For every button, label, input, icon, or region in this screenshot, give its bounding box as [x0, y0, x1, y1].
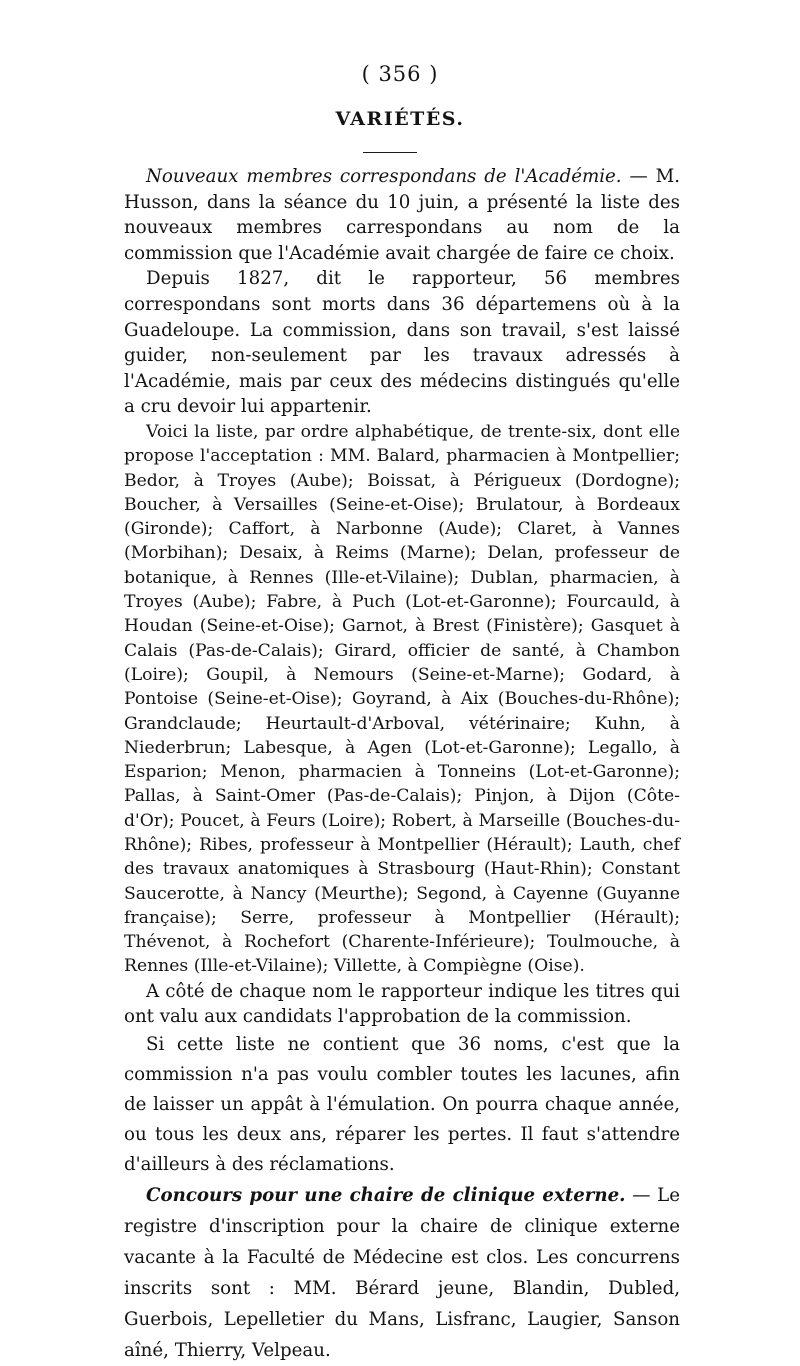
article1-intro-paragraph — [124, 164, 680, 266]
article1-paragraph-5: Si cette liste ne contient que 36 noms, c'est que la commission n'a pas voulu combler toutes les lacunes, afin de laisser un appât à l'émulation. On pourra chaque année, ou tous les deux ans, réparer les pertes. Il faut s'attendre d'ailleurs à des réclamations. — [124, 1033, 680, 1175]
article1-intro-text: — M. Husson, dans la séance du 10 juin, a présenté la liste des nouveaux membres carrespondans au nom de la commission que l'Académie avait chargée de faire ce choix. — [124, 166, 680, 264]
article1-heading: Nouveaux membres correspondans de l'Académie. — [146, 166, 622, 187]
article1-member-list: Voici la liste, par ordre alphabétique, de trente-six, dont elle propose l'acceptation : MM. Balard, pharmacien à Montpellier; Bedor, à Troyes (Aube); Boissat, à Périgueux (Dordogne); Boucher, à Versailles (Seine-et-Oise); Brulatour, à Bordeaux (Gironde); Caffort, à Narbonne (Aude); Claret, à Vannes (Morbihan); Desaix, à Reims (Marne); Delan, professeur de botanique, à Rennes (Ille-et-Vilaine); Dublan, pharmacien, à Troyes (Aube); Fabre, à Puch (Lot-et-Garonne); Fourcauld, à Houdan (Seine-et-Oise); Garnot, à Brest (Finistère); Gasquet à Calais (Pas-de-Calais); Girard, officier de santé, à Chambon (Loire); Goupil, à Nemours (Seine-et-Marne); Godard, à Pontoise (Seine-et-Oise); Goyrand, à Aix (Bouches-du-Rhône); Grandclaude; Heurtault-d'Arboval, vétérinaire; Kuhn, à Niederbrun; Labesque, à Agen (Lot-et-Garonne); Legallo, à Esparion; Menon, pharmacien à Tonneins (Lot-et-Garonne); Pallas, à Saint-Omer (Pas-de-Calais); Pinjon, à Dijon (Côte-d'Or); Poucet, à Feurs (Loire); Robert, à Marseille (Bouches-du-Rhône); Ribes, professeur à Montpellier (Hérault); Lauth, chef des travaux anatomiques à Strasbourg (Haut-Rhin); Constant Saucerotte, à Nancy (Meurthe); Segond, à Cayenne (Guyanne française); Serre, professeur à Montpellier (Hérault); Thévenot, à Rochefort (Charente-Inférieure); Toulmouche, à Rennes (Ille-et-Vilaine); Villette, à Compiègne (Oise). — [124, 421, 680, 977]
title-divider — [363, 152, 417, 153]
article2-heading: Concours pour une chaire de clinique externe. — [146, 1184, 626, 1206]
page-number: ( 356 ) — [361, 62, 439, 86]
article-body — [124, 164, 680, 1366]
article1-paragraph-4: A côté de chaque nom le rapporteur indique les titres qui ont valu aux candidats l'approbation de la commission. — [124, 980, 680, 1028]
article2-paragraph — [124, 1180, 680, 1366]
section-title: VARIÉTÉS. — [335, 108, 465, 130]
article1-paragraph-2: Depuis 1827, dit le rapporteur, 56 membres correspondans sont morts dans 36 départemens où à la Guadeloupe. La commission, dans son travail, s'est laissé guider, non-seulement par les travaux adressés à l'Académie, mais par ceux des médecins distingués qu'elle a cru devoir lui appartenir. — [124, 268, 680, 418]
article2-body-text: — Le registre d'inscription pour la chaire de clinique externe vacante à la Faculté de Médecine est clos. Les concurrens inscrits sont : MM. Bérard jeune, Blandin, Dubled, Guerbois, Lepelletier du Mans, Lisfranc, Laugier, Sanson aîné, Thierry, Velpeau. — [124, 1184, 681, 1361]
